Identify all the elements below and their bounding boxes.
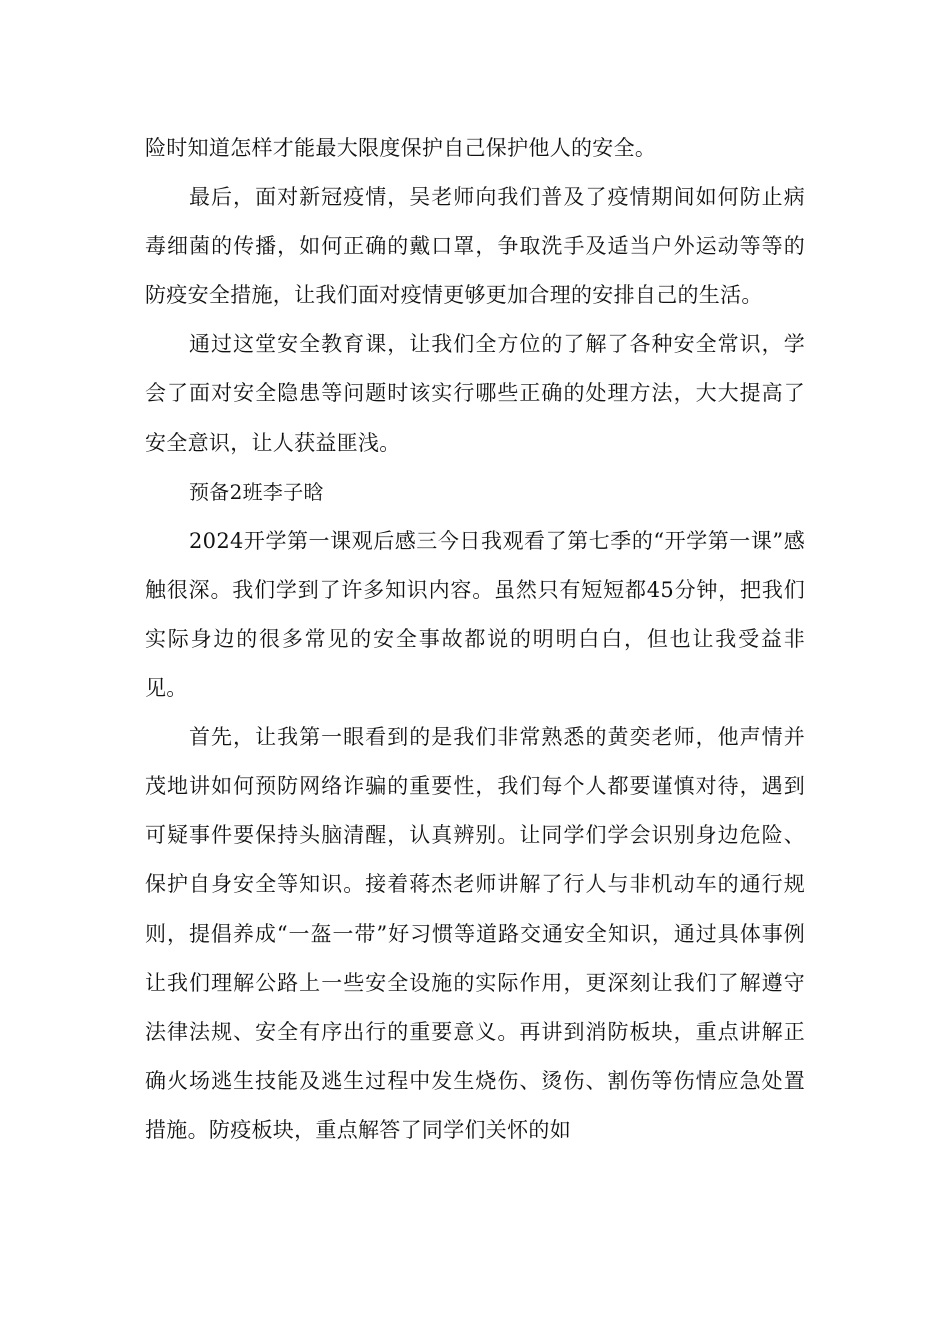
paragraph-essay-three-intro: 2024开学第一课观后感三今日我观看了第七季的“开学第一课”感触很深。我们学到了许多知识内容。虽然只有短短都45分钟，把我们实际身边的很多常见的安全事故都说的明明白白，但也让我受益非见。 (145, 528, 805, 701)
paragraph-conclusion: 通过这堂安全教育课，让我们全方位的了解了各种安全常识，学会了面对安全隐患等问题时该实行哪些正确的处理方法，大大提高了安全意识，让人获益匪浅。 (145, 332, 805, 455)
document-body (145, 124, 805, 1155)
paragraph-continuation: 险时知道怎样才能最大限度保护自己保护他人的安全。 (145, 136, 657, 160)
author-signature: 预备2班李子晗 (189, 479, 324, 504)
paragraph-epidemic: 最后，面对新冠疫情，吴老师向我们普及了疫情期间如何防止病毒细菌的传播，如何正确的戴口罩，争取洗手及适当户外运动等等的防疫安全措施，让我们面对疫情更够更加合理的安排自己的生活。 (145, 185, 805, 308)
paragraph-essay-three-body: 首先，让我第一眼看到的是我们非常熟悉的黄奕老师，他声情并茂地讲如何预防网络诈骗的重要性，我们每个人都要谨慎对待，遇到可疑事件要保持头脑清醒，认真辨别。让同学们学会识别身边危险、保护自身安全等知识。接着蒋杰老师讲解了行人与非机动车的通行规则，提倡养成“一盔一带”好习惯等道路交通安全知识，通过具体事例让我们理解公路上一些安全设施的实际作用，更深刻让我们了解遵守法律法规、安全有序出行的重要意义。再讲到消防板块，重点讲解正确火场逃生技能及逃生过程中发生烧伤、烫伤、割伤等伤情应急处置措施。防疫板块，重点解答了同学们关怀的如 (145, 725, 805, 1142)
